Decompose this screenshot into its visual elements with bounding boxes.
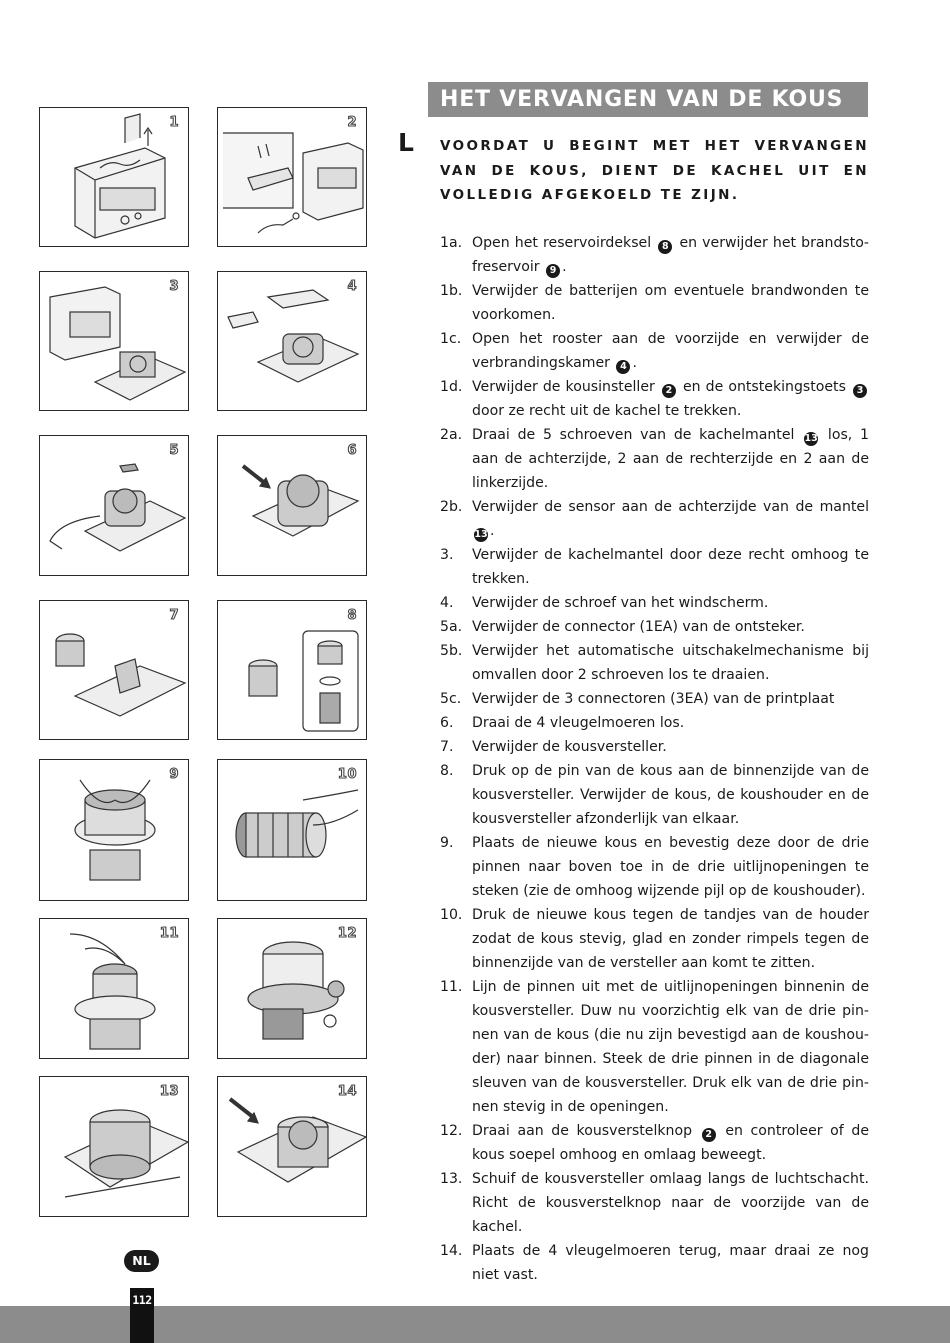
- figure-4: [217, 271, 367, 411]
- component-reference: 9: [546, 264, 560, 278]
- step-number: 11.: [440, 979, 463, 995]
- list-item: [440, 735, 869, 759]
- step-number: 10.: [440, 907, 463, 923]
- wick-adjuster-removal-illustration: [40, 601, 189, 740]
- step-number: 2b.: [440, 499, 463, 515]
- step-number: 4.: [440, 595, 454, 611]
- step-text: Verwijder de 3 connectoren (3EA) van de printplaat: [472, 691, 835, 707]
- list-item: [440, 759, 869, 831]
- figure-number: 4: [347, 279, 357, 294]
- figure-number: 12: [337, 926, 357, 941]
- page-number: 112: [130, 1288, 154, 1343]
- list-item: [440, 375, 869, 423]
- component-reference: 2: [702, 1128, 716, 1142]
- list-item: [440, 279, 869, 327]
- component-reference: 8: [658, 240, 672, 254]
- wick-parts-illustration: [218, 601, 367, 740]
- step-number: 13.: [440, 1171, 463, 1187]
- list-item: [440, 495, 869, 543]
- step-text: Lijn de pinnen uit met de uitlijnopeningen binnenin de kousversteller. Duw nu voorzichtig elk van de drie pinnen van de kous (die nu zijn bevestigd aan de koushouder) naar binnen. Steek de drie pinnen in de diagonale sleuven van de kousversteller. Druk elk van de drie pinnen stevig in de openingen.: [472, 979, 869, 1115]
- component-reference: 13: [804, 433, 818, 444]
- list-item: [440, 711, 869, 735]
- step-text: Druk op de pin van de kous aan de binnenzijde van de kousversteller. Verwijder de kous, de koushouder en de kousversteller afzonderlijk van elkaar.: [472, 763, 869, 827]
- step-text: en controleer of de kous soepel omhoog en omlaag beweegt.: [472, 1123, 869, 1163]
- step-text: en verwijder het brandstofreservoir: [472, 235, 869, 275]
- step-text: Verwijder de connector (1EA) van de ontsteker.: [472, 619, 805, 635]
- language-badge: NL: [124, 1250, 159, 1272]
- step-text: Draai aan de kousverstelknop: [472, 1123, 693, 1139]
- figure-8: [217, 600, 367, 740]
- figure-number: 2: [347, 115, 357, 130]
- wick-adjuster-illustration: [218, 919, 367, 1059]
- step-text: Verwijder de sensor aan de achterzijde van de mantel: [472, 499, 869, 515]
- figure-number: 1: [169, 115, 179, 130]
- list-item: [440, 615, 869, 639]
- figure-2: [217, 107, 367, 247]
- list-item: [440, 1167, 869, 1239]
- step-number: 9.: [440, 835, 454, 851]
- step-number: 2a.: [440, 427, 463, 443]
- warning-text: VOORDAT U BEGINT MET HET VERVANGEN VAN DE KOUS, DIENT DE KACHEL UIT EN VOLLEDIG AFGEKOELD TE ZIJN.: [440, 138, 869, 203]
- section-title: HET VERVANGEN VAN DE KOUS: [428, 82, 868, 117]
- list-item: [440, 543, 869, 591]
- figure-14: [217, 1076, 367, 1217]
- burner-reassembly-illustration: [40, 1077, 189, 1217]
- step-number: 8.: [440, 763, 454, 779]
- step-number: 6.: [440, 715, 454, 731]
- step-text: Plaats de 4 vleugelmoeren terug, maar draai ze nog niet vast.: [472, 1243, 869, 1283]
- list-item: [440, 327, 869, 375]
- figure-number: 8: [347, 608, 357, 623]
- wing-nuts-illustration: [218, 1077, 367, 1217]
- component-reference: 3: [853, 384, 867, 398]
- step-text: Verwijder de kousinsteller: [472, 379, 655, 395]
- figure-6: [217, 435, 367, 576]
- step-text: los, 1 aan de achterzijde, 2 aan de rechterzijde en 2 aan de linkerzijde.: [472, 427, 869, 491]
- step-text: Open het rooster aan de voorzijde en verwijder de verbrandingskamer: [472, 331, 869, 371]
- figure-12: [217, 918, 367, 1059]
- figure-number: 6: [347, 443, 357, 458]
- step-text: Schuif de kousversteller omlaag langs de luchtschacht. Richt de kousverstelknop naar de voorzijde van de kachel.: [472, 1171, 869, 1235]
- figure-11: [39, 918, 189, 1059]
- step-text: Verwijder de kachelmantel door deze recht omhoog te trekken.: [472, 547, 869, 587]
- figure-number: 7: [169, 608, 179, 623]
- heater-battery-illustration: [218, 108, 367, 247]
- figure-number: 9: [169, 767, 179, 782]
- step-number: 14.: [440, 1243, 463, 1259]
- step-text: .: [490, 523, 495, 539]
- figure-1: [39, 107, 189, 247]
- step-number: 1a.: [440, 235, 463, 251]
- list-item: [440, 591, 869, 615]
- step-number: 1b.: [440, 283, 463, 299]
- step-text: Verwijder de batterijen om eventuele brandwonden te voorkomen.: [472, 283, 869, 323]
- step-text: .: [632, 355, 637, 371]
- figure-number: 3: [169, 279, 179, 294]
- list-item: [440, 831, 869, 903]
- step-text: Open het reservoirdeksel: [472, 235, 652, 251]
- list-item: [440, 423, 869, 495]
- step-number: 12.: [440, 1123, 463, 1139]
- heater-illustration: [40, 108, 189, 247]
- step-text: Verwijder het automatische uitschakelmechanisme bij omvallen door 2 schroeven los te draaien.: [472, 643, 869, 683]
- burner-wiring-illustration: [40, 436, 189, 576]
- step-text: Plaats de nieuwe kous en bevestig deze door de drie pinnen naar boven toe in de drie uitlijnopeningen te steken (zie de omhoog wijzende pijl op de koushouder).: [472, 835, 869, 899]
- step-text: Verwijder de kousversteller.: [472, 739, 667, 755]
- figure-number: 10: [337, 767, 357, 782]
- figure-number: 5: [169, 443, 179, 458]
- step-number: 1d.: [440, 379, 463, 395]
- figure-number: 14: [337, 1084, 357, 1099]
- figure-3: [39, 271, 189, 411]
- figure-number: 13: [159, 1084, 179, 1099]
- warning-icon: L: [398, 128, 414, 157]
- step-text: .: [562, 259, 567, 275]
- step-text: door ze recht uit de kachel te trekken.: [472, 403, 742, 419]
- step-text: Druk de nieuwe kous tegen de tandjes van de houder zodat de kous stevig, glad en zonder rimpels tegen de binnenzijde van de versteller aan komt te zitten.: [472, 907, 869, 971]
- step-text: Draai de 4 vleugelmoeren los.: [472, 715, 685, 731]
- wick-cylinder-illustration: [218, 760, 367, 901]
- figure-13: [39, 1076, 189, 1217]
- list-item: [440, 231, 869, 279]
- wick-holder-illustration: [40, 919, 189, 1059]
- instruction-list: [440, 231, 869, 1287]
- step-number: 3.: [440, 547, 454, 563]
- list-item: [440, 975, 869, 1119]
- step-text: Verwijder de schroef van het windscherm.: [472, 595, 769, 611]
- list-item: [440, 1239, 869, 1287]
- step-number: 5c.: [440, 691, 462, 707]
- heater-disassembly-illustration: [40, 272, 189, 411]
- step-number: 1c.: [440, 331, 462, 347]
- burner-base-illustration: [218, 272, 367, 411]
- figure-10: [217, 759, 367, 901]
- list-item: [440, 903, 869, 975]
- step-text: en de ontstekingstoets: [682, 379, 846, 395]
- step-number: 7.: [440, 739, 454, 755]
- step-number: 5b.: [440, 643, 463, 659]
- component-reference: 2: [662, 384, 676, 398]
- wick-install-illustration: [40, 760, 189, 901]
- component-reference: 13: [474, 529, 488, 540]
- burner-closeup-illustration: [218, 436, 367, 576]
- figure-9: [39, 759, 189, 901]
- step-text: Draai de 5 schroeven van de kachelmantel: [472, 427, 795, 443]
- list-item: [440, 687, 869, 711]
- figure-5: [39, 435, 189, 576]
- figure-7: [39, 600, 189, 740]
- figure-number: 11: [159, 926, 179, 941]
- component-reference: 4: [616, 360, 630, 374]
- list-item: [440, 639, 869, 687]
- list-item: [440, 1119, 869, 1167]
- step-number: 5a.: [440, 619, 463, 635]
